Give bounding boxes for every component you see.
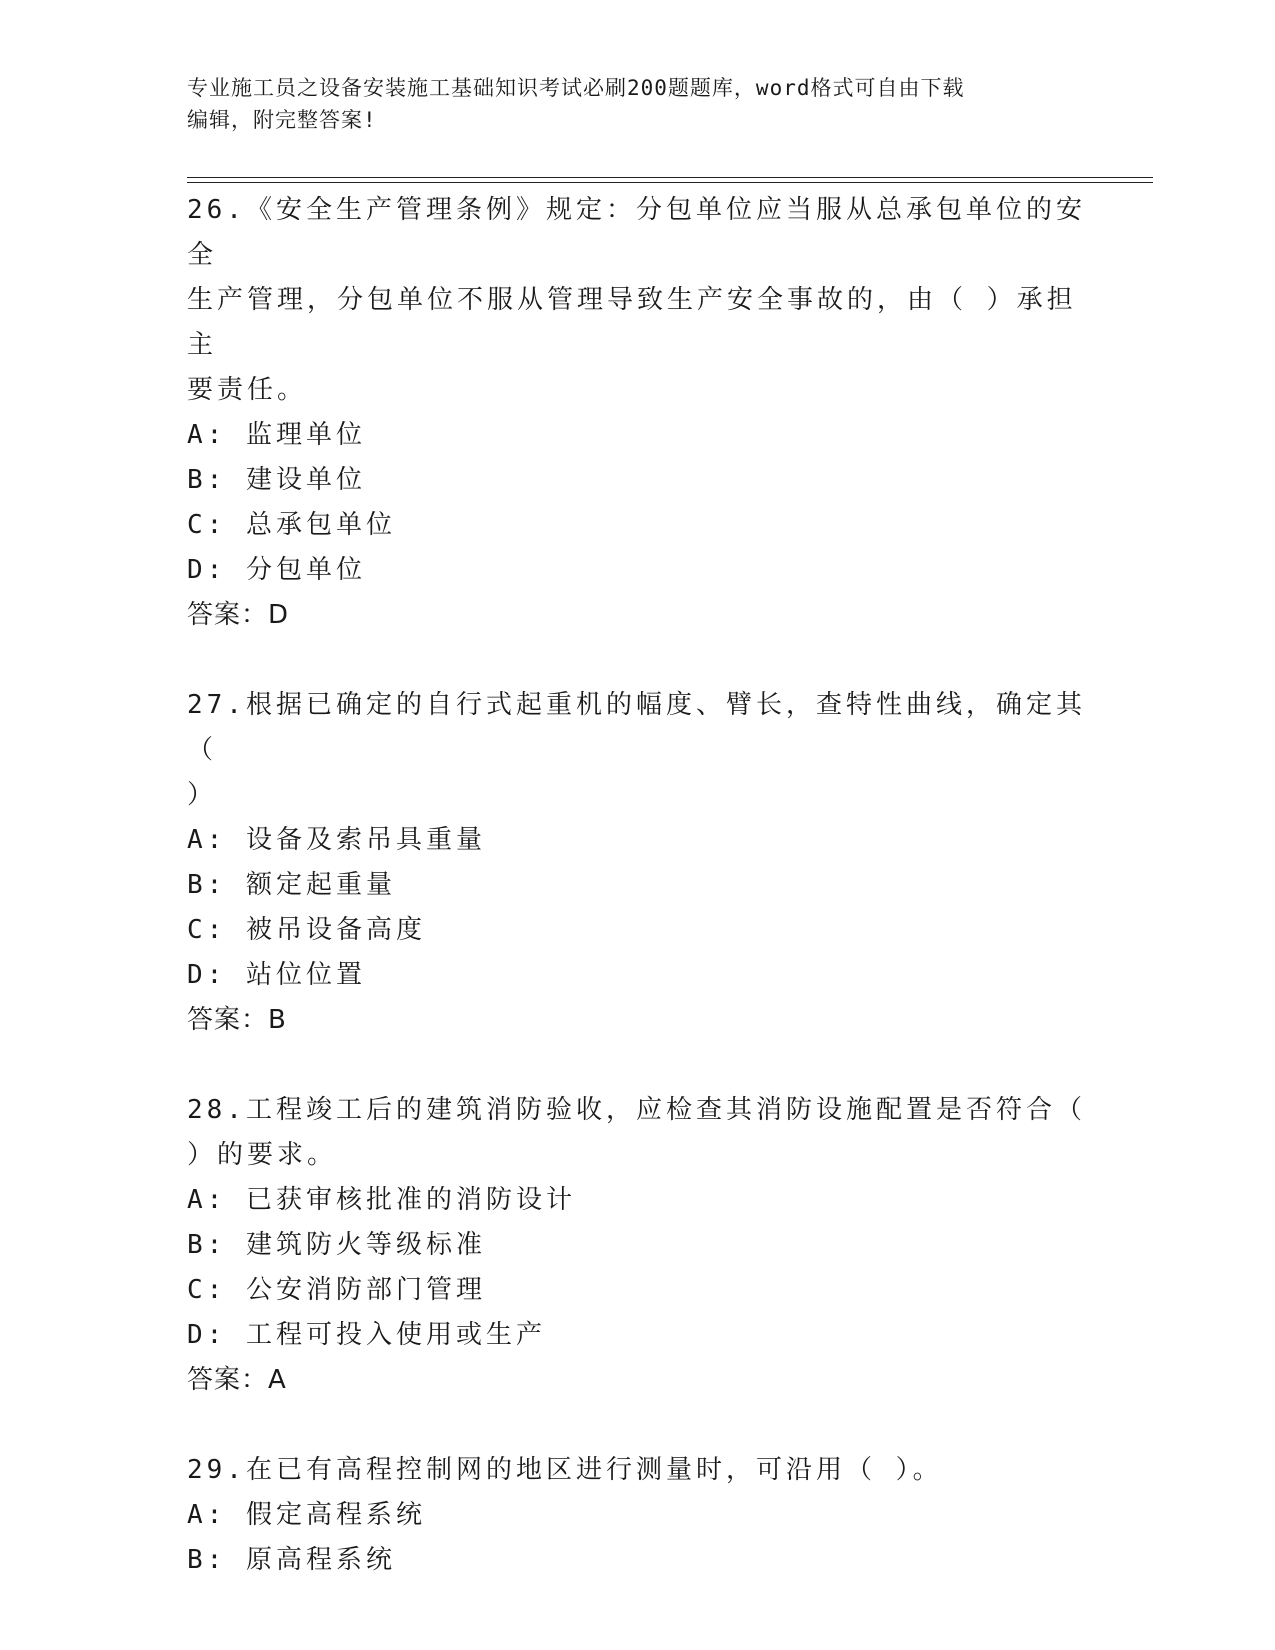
option-b: B: 建设单位	[187, 465, 366, 495]
option-b: B: 额定起重量	[187, 870, 396, 900]
answer-label: 答案：B	[187, 1005, 287, 1035]
question-stem	[187, 1088, 1087, 1178]
question-stem-line: 28.工程竣工后的建筑消防验收，应检查其消防设施配置是否符合（	[187, 1095, 1086, 1125]
question-stem-line: 27.根据已确定的自行式起重机的幅度、臂长，查特性曲线，确定其（	[187, 690, 1086, 765]
question-list	[187, 188, 1087, 1628]
question-stem-line: 要责任。	[187, 375, 308, 405]
question-27	[187, 683, 1087, 1043]
option-a: A: 设备及索吊具重量	[187, 825, 486, 855]
header-divider-top	[187, 177, 1153, 178]
question-26	[187, 188, 1087, 638]
option-c: C: 被吊设备高度	[187, 915, 426, 945]
option-b: B: 原高程系统	[187, 1545, 396, 1575]
header-divider-bottom	[187, 182, 1153, 183]
document-header	[187, 72, 1087, 136]
question-28	[187, 1088, 1087, 1403]
option-a: A: 已获审核批准的消防设计	[187, 1185, 576, 1215]
question-stem-line: ）	[187, 780, 218, 810]
question-stem-line: 26.《安全生产管理条例》规定：分包单位应当服从总承包单位的安全	[187, 195, 1086, 270]
question-29	[187, 1448, 1087, 1583]
option-c: C: 总承包单位	[187, 510, 396, 540]
question-stem-line: ）的要求。	[187, 1140, 338, 1170]
answer-label: 答案：A	[187, 1365, 287, 1395]
option-a: A: 假定高程系统	[187, 1500, 426, 1530]
question-stem	[187, 1448, 1087, 1493]
question-stem-line: 29.在已有高程控制网的地区进行测量时，可沿用（ ）。	[187, 1455, 943, 1485]
answer-label: 答案：D	[187, 600, 290, 630]
option-c: C: 公安消防部门管理	[187, 1275, 486, 1305]
option-d: D: 工程可投入使用或生产	[187, 1320, 546, 1350]
option-d: D: 分包单位	[187, 555, 366, 585]
question-stem	[187, 683, 1087, 818]
option-d: D: 站位位置	[187, 960, 366, 990]
header-title-line-1: 专业施工员之设备安装施工基础知识考试必刷200题题库，word格式可自由下载	[187, 76, 965, 100]
question-stem	[187, 188, 1087, 413]
option-a: A: 监理单位	[187, 420, 366, 450]
question-stem-line: 生产管理，分包单位不服从管理导致生产安全事故的，由（ ）承担主	[187, 285, 1077, 360]
option-b: B: 建筑防火等级标准	[187, 1230, 486, 1260]
header-title-line-2: 编辑，附完整答案!	[187, 108, 377, 132]
